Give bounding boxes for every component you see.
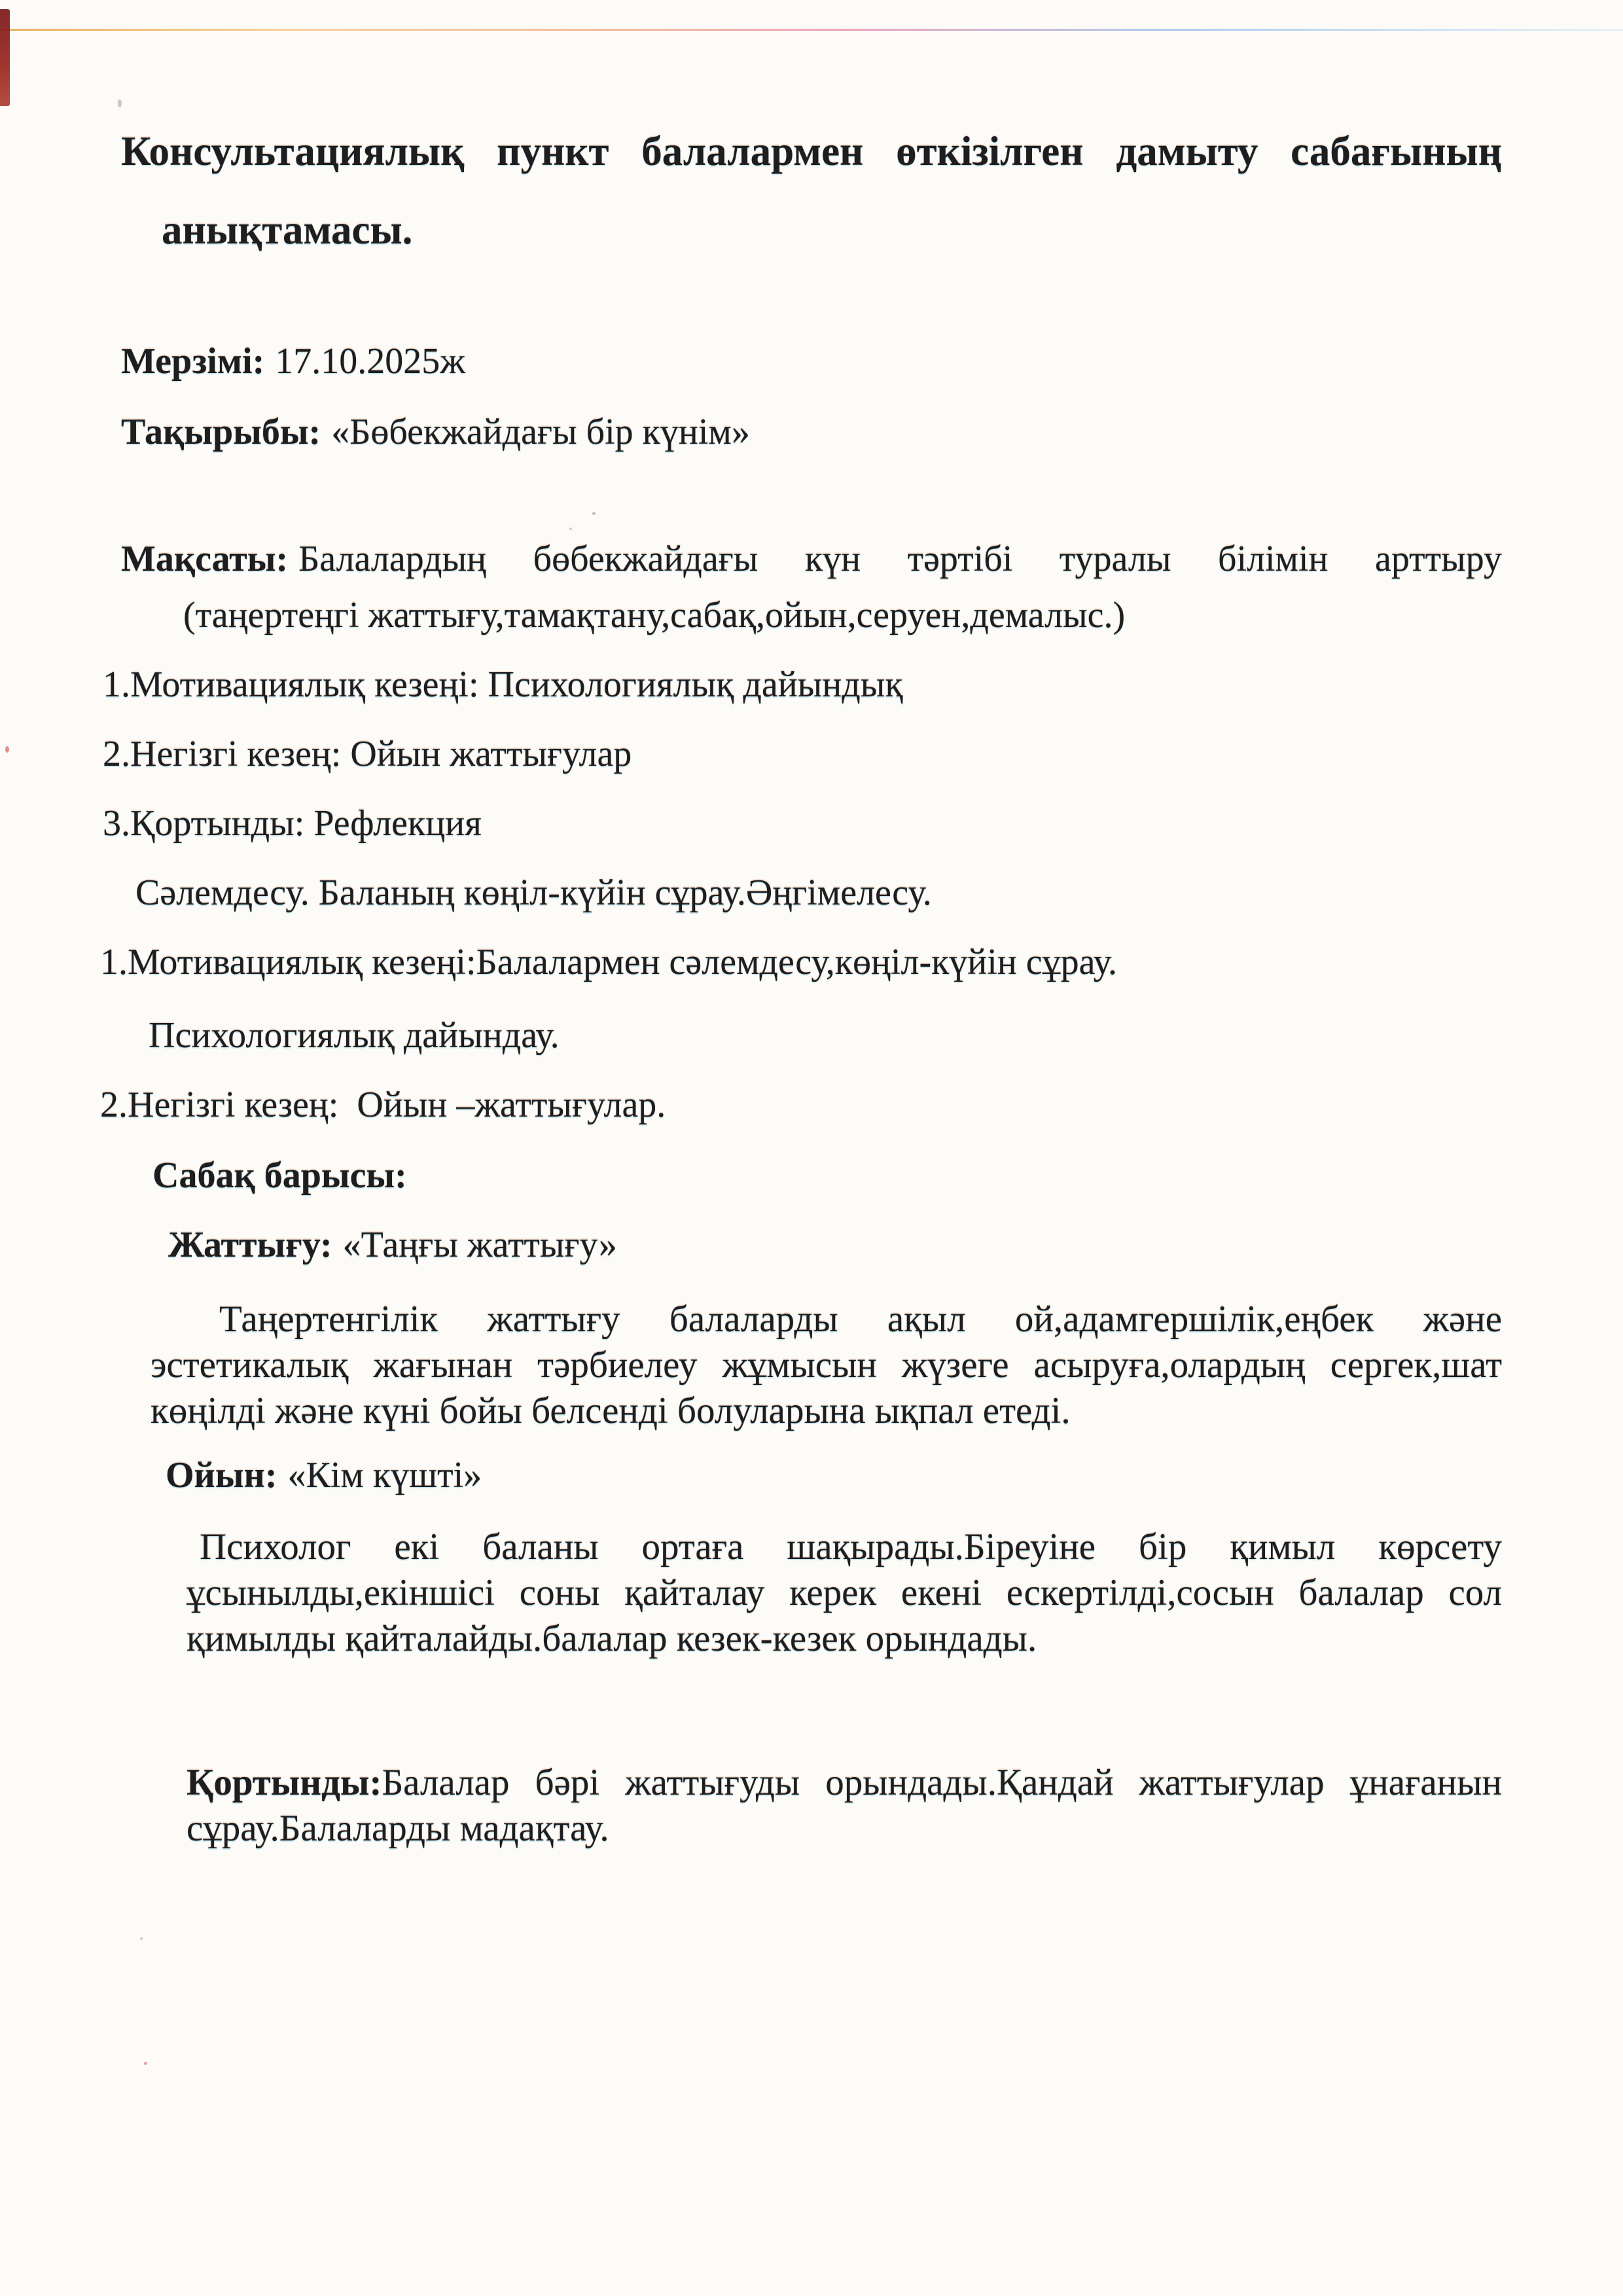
goal-line1 [121,533,1502,584]
step1-sub-line: Психологиялық дайындау. [149,1015,560,1056]
plan-item-2: 2.Негізгі кезең: Ойын жаттығулар [103,734,632,774]
greeting-line: Сәлемдесу. Баланың көңіл-күйін сұрау.Әңгімелесу. [135,872,932,913]
exercise-paragraph: Таңертенгілік жаттығу балаларды ақыл ой,адамгершілік,еңбек және эстетикалық жағынан тәрбиелеу жұмысын жүзеге асыруға,олардың сергек,шат көңілді және күні бойы белсенді болуларына ықпал етеді. [151,1299,1502,1431]
exercise-label: Жаттығу: [168,1225,332,1265]
exercise-line [168,1222,1502,1268]
document-title [121,121,1502,260]
goal-line2: (таңертеңгі жаттығу,тамақтану,сабақ,ойын,серуен,демалыс.) [183,595,1126,636]
scan-artifact-red-edge-mark [0,9,10,106]
topic-label: Тақырыбы: [121,412,321,452]
conclusion-label: Қортынды: [187,1762,382,1803]
goal-block [121,533,1502,641]
document-title-line2: анықтамасы. [162,207,413,253]
conclusion-text: Балалар бәрі жаттығуды орындады.Қандай жаттығулар ұнағанын сұрау.Балаларды мадақтау. [187,1762,1502,1849]
goal-label: Мақсаты: [121,539,289,579]
document-title-line1: Консультациялық пункт балалармен өткізілген дамыту сабағының [121,128,1502,174]
game-paragraph: Психолог екі баланы ортаға шақырады.Біреуіне бір қимыл көрсету ұсынылды,екіншісі соны қайталау керек екені ескертілді,сосын балалар сол қимылды қайталайды.балалар кезек-кезек орындады. [187,1526,1502,1659]
plan-item-3: 3.Қортынды: Рефлекция [103,803,482,844]
topic-value: «Бөбекжайдағы бір күнім» [331,412,750,452]
plan-item-1: 1.Мотивациялық кезеңі: Психологиялық дайындық [103,664,903,705]
document-content [100,0,1502,1852]
scan-speck [140,1937,143,1940]
date-label: Мерзімі: [121,341,265,382]
conclusion-paragraph [187,1760,1502,1852]
goal-text: Балалардың бөбекжайдағы күн тәртібі туралы білімін арттыру [298,539,1502,579]
game-line [166,1452,1502,1498]
date-value: 17.10.2025ж [275,341,465,382]
date-line [121,338,1502,384]
game-title: «Кім күшті» [287,1455,482,1496]
scan-speck [5,746,9,753]
game-label: Ойын: [166,1455,277,1496]
exercise-title: «Таңғы жаттығу» [342,1225,617,1265]
topic-line [121,409,1502,455]
step1-line: 1.Мотивациялық кезеңі:Балалармен сәлемдесу,көңіл-күйін сұрау. [100,942,1118,982]
lesson-heading: Сабақ барысы: [152,1155,407,1196]
step2-line: 2.Негізгі кезең: Ойын –жаттығулар. [100,1085,666,1125]
scan-speck [144,2062,147,2065]
